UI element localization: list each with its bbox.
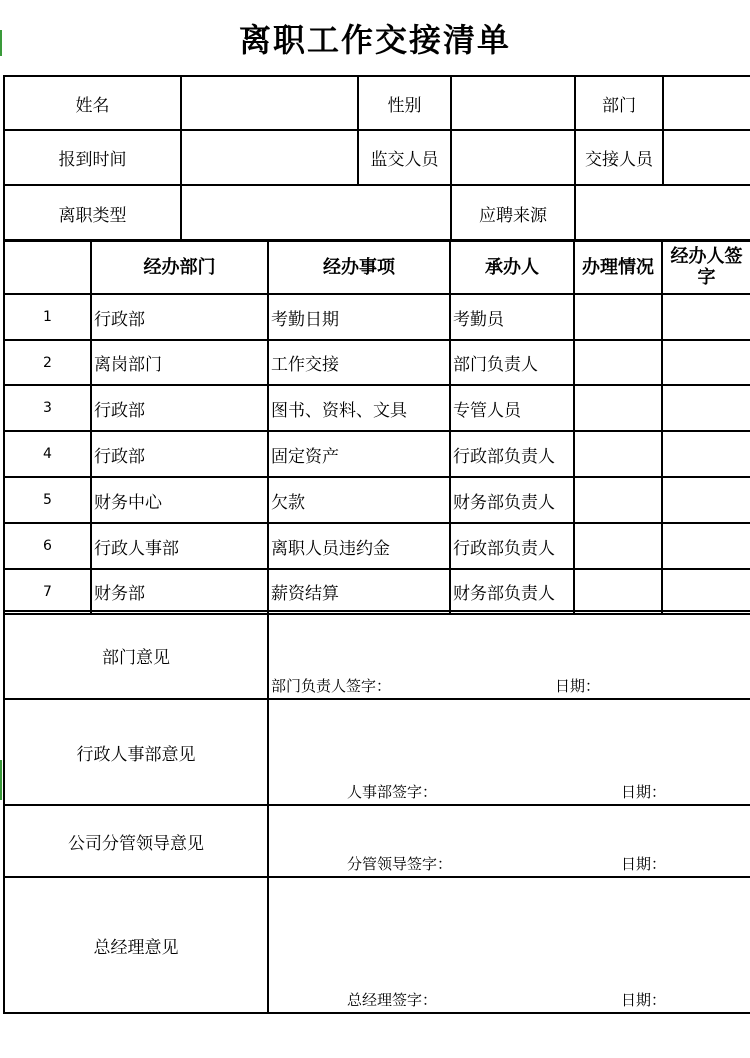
dept-field[interactable]	[663, 76, 750, 130]
report-time-field[interactable]	[181, 130, 358, 185]
opinion-row	[4, 611, 750, 699]
row-status-field[interactable]	[574, 523, 662, 569]
row-sign-field[interactable]	[662, 523, 750, 569]
table-row	[4, 523, 750, 569]
table-row	[4, 294, 750, 340]
row-number: 3	[4, 385, 91, 431]
row-status-field[interactable]	[574, 431, 662, 477]
opinion-label: 行政人事部意见	[4, 699, 268, 805]
row-sign-field[interactable]	[662, 569, 750, 614]
row-sign-field[interactable]	[662, 431, 750, 477]
gender-field[interactable]	[451, 76, 575, 130]
opinion-table	[3, 610, 750, 1014]
opinion-label: 公司分管领导意见	[4, 805, 268, 877]
opinion-field[interactable]	[268, 699, 750, 805]
row-sign-field[interactable]	[662, 294, 750, 340]
opinion-row	[4, 805, 750, 877]
row-sign-field[interactable]	[662, 477, 750, 523]
supervisor-label: 监交人员	[358, 130, 451, 185]
row-item: 薪资结算	[268, 569, 450, 614]
row-status-field[interactable]	[574, 294, 662, 340]
name-label: 姓名	[4, 76, 181, 130]
date-label: 日期：	[621, 991, 667, 1009]
opinion-field[interactable]	[268, 877, 750, 1013]
header-owner: 承办人	[450, 240, 574, 294]
gender-label: 性别	[358, 76, 451, 130]
date-label: 日期：	[621, 855, 667, 873]
row-owner: 行政部负责人	[450, 523, 574, 569]
row-status-field[interactable]	[574, 477, 662, 523]
row-owner: 部门负责人	[450, 340, 574, 385]
date-label: 日期：	[621, 783, 667, 801]
row-status-field[interactable]	[574, 569, 662, 614]
row-owner: 财务部负责人	[450, 477, 574, 523]
signature-label: 总经理签字：	[347, 991, 438, 1009]
handover-table	[3, 239, 750, 615]
supervisor-field[interactable]	[451, 130, 575, 185]
row-sign-field[interactable]	[662, 340, 750, 385]
row-status-field[interactable]	[574, 385, 662, 431]
table-row	[4, 340, 750, 385]
name-field[interactable]	[181, 76, 358, 130]
row-number: 6	[4, 523, 91, 569]
opinion-field[interactable]	[268, 805, 750, 877]
header-status: 办理情况	[574, 240, 662, 294]
row-dept: 财务中心	[91, 477, 268, 523]
row-owner: 行政部负责人	[450, 431, 574, 477]
opinion-label: 总经理意见	[4, 877, 268, 1013]
table-row	[4, 477, 750, 523]
row-item: 欠款	[268, 477, 450, 523]
header-sign: 经办人签字	[662, 240, 750, 294]
table-row	[4, 431, 750, 477]
row-number: 2	[4, 340, 91, 385]
row-dept: 财务部	[91, 569, 268, 614]
row-dept: 行政部	[91, 431, 268, 477]
row-number: 5	[4, 477, 91, 523]
row-owner: 考勤员	[450, 294, 574, 340]
header-dept: 经办部门	[91, 240, 268, 294]
row-number: 1	[4, 294, 91, 340]
leave-type-label: 离职类型	[4, 185, 181, 241]
row-item: 考勤日期	[268, 294, 450, 340]
info-table	[3, 75, 750, 242]
opinion-row	[4, 877, 750, 1013]
signature-label: 分管领导签字：	[347, 855, 453, 873]
opinion-field[interactable]	[268, 611, 750, 699]
table-row	[4, 569, 750, 614]
row-indicator	[0, 760, 2, 800]
leave-type-field[interactable]	[181, 185, 451, 241]
table-row	[4, 385, 750, 431]
row-item: 离职人员违约金	[268, 523, 450, 569]
recruit-source-field[interactable]	[575, 185, 750, 241]
signature-label: 部门负责人签字：	[271, 677, 392, 695]
signature-label: 人事部签字：	[347, 783, 438, 801]
handover-person-label: 交接人员	[575, 130, 663, 185]
recruit-source-label: 应聘来源	[451, 185, 575, 241]
page-title: 离职工作交接清单	[238, 21, 511, 59]
row-item: 图书、资料、文具	[268, 385, 450, 431]
row-status-field[interactable]	[574, 340, 662, 385]
row-dept: 行政部	[91, 385, 268, 431]
row-number: 4	[4, 431, 91, 477]
dept-label: 部门	[575, 76, 663, 130]
row-owner: 财务部负责人	[450, 569, 574, 614]
row-item: 固定资产	[268, 431, 450, 477]
row-dept: 行政人事部	[91, 523, 268, 569]
header-index	[4, 240, 91, 294]
row-dept: 行政部	[91, 294, 268, 340]
report-time-label: 报到时间	[4, 130, 181, 185]
row-number: 7	[4, 569, 91, 614]
row-owner: 专管人员	[450, 385, 574, 431]
row-sign-field[interactable]	[662, 385, 750, 431]
row-dept: 离岗部门	[91, 340, 268, 385]
row-item: 工作交接	[268, 340, 450, 385]
opinion-label: 部门意见	[4, 611, 268, 699]
date-label: 日期：	[555, 677, 601, 695]
handover-person-field[interactable]	[663, 130, 750, 185]
header-item: 经办事项	[268, 240, 450, 294]
opinion-row	[4, 699, 750, 805]
